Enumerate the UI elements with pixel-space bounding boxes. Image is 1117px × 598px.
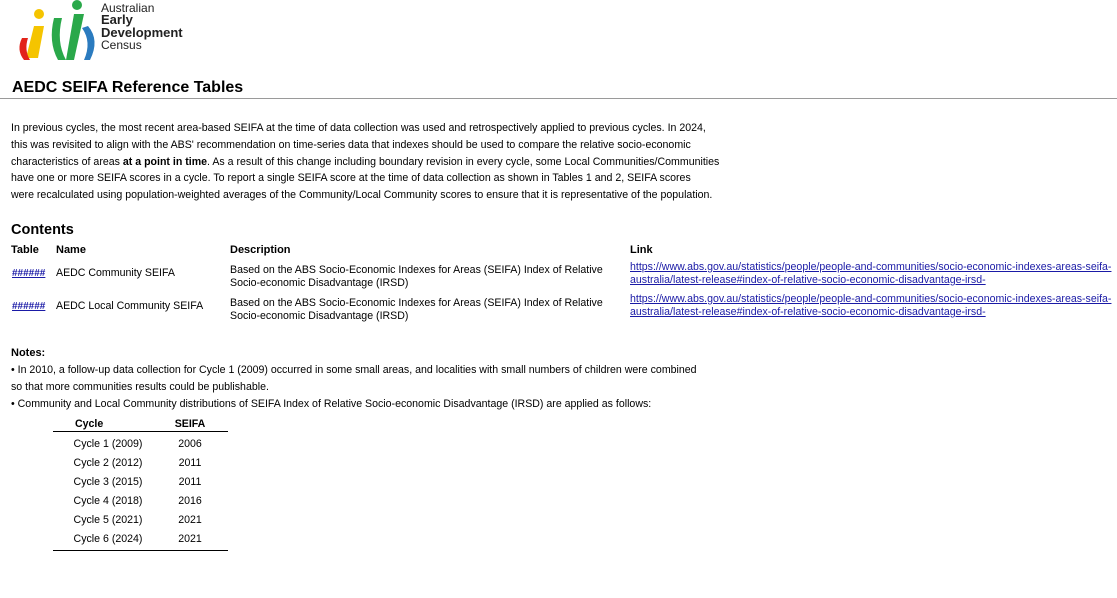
seifa-cell: 2006	[178, 438, 202, 450]
abs-url-line[interactable]: https://www.abs.gov.au/statistics/people/people-and-communities/socio-economic-indexes-areas-seifa-	[630, 293, 1112, 305]
description-line: Based on the ABS Socio-Economic Indexes for Areas (SEIFA) Index of Relative	[230, 297, 603, 309]
cycle-seifa-table	[53, 418, 228, 551]
intro-line: this was revisited to align with the ABS' recommendation on time-series data that indexes should be used to compare the relative socio-economic	[11, 138, 691, 151]
intro-emphasis: at a point in time	[122, 155, 208, 168]
seifa-cell: 2016	[178, 495, 202, 507]
notes-heading: Notes:	[11, 347, 46, 359]
note-line: so that more communities results could be publishable.	[11, 381, 269, 393]
intro-text: characteristics of areas	[11, 155, 123, 168]
table-link-community[interactable]: ######	[12, 268, 46, 279]
table-row	[53, 455, 228, 474]
abs-url-line[interactable]: australia/latest-release#index-of-relative-socio-economic-disadvantage-irsd-	[630, 274, 986, 286]
row-link-local-community[interactable]	[630, 293, 1111, 319]
table-row	[53, 436, 228, 455]
row-description-local-community	[230, 297, 603, 323]
contents-header-description: Description	[230, 244, 291, 256]
row-name-community: AEDC Community SEIFA	[56, 267, 175, 279]
cycle-cell: Cycle 2 (2012)	[73, 457, 143, 469]
logo-line-census: Census	[101, 38, 142, 52]
table-row	[53, 512, 228, 531]
row-link-community[interactable]	[630, 261, 1111, 287]
header-seifa: SEIFA	[174, 418, 206, 430]
description-line: Socio-economic Disadvantage (IRSD)	[230, 277, 409, 289]
cycle-cell: Cycle 6 (2024)	[73, 533, 143, 545]
notes-body	[11, 362, 697, 413]
contents-header-table: Table	[11, 244, 39, 256]
seifa-cell: 2021	[178, 514, 202, 526]
row-name-local-community: AEDC Local Community SEIFA	[56, 300, 204, 312]
abs-url-line[interactable]: https://www.abs.gov.au/statistics/people/people-and-communities/socio-economic-indexes-areas-seifa-	[630, 261, 1112, 273]
row-description-community	[230, 264, 603, 290]
cycle-table-header	[53, 418, 228, 432]
table-row	[53, 493, 228, 512]
cycle-cell: Cycle 1 (2009)	[73, 438, 143, 450]
intro-text: . As a result of this change including boundary revision in every cycle, some Local Communities/Communities	[207, 155, 720, 168]
description-line: Socio-economic Disadvantage (IRSD)	[230, 310, 409, 322]
header-cycle: Cycle	[75, 418, 104, 430]
contents-heading: Contents	[11, 222, 74, 238]
intro-line: have one or more SEIFA scores in a cycle. To report a single SEIFA score at the time of data collection as shown in Tables 1 and 2, SEIFA scores	[11, 172, 691, 185]
logo-wordmark	[101, 2, 183, 51]
abs-url-line[interactable]: australia/latest-release#index-of-relative-socio-economic-disadvantage-irsd-	[630, 306, 986, 318]
title-divider	[0, 98, 1117, 99]
intro-line: were recalculated using population-weighted averages of the Community/Local Community scores to ensure that it is representative of the population.	[11, 189, 713, 202]
intro-line	[11, 154, 771, 171]
cycle-cell: Cycle 3 (2015)	[73, 476, 143, 488]
page-title: AEDC SEIFA Reference Tables	[12, 79, 244, 96]
description-line: Based on the ABS Socio-Economic Indexes for Areas (SEIFA) Index of Relative	[230, 264, 603, 276]
intro-paragraph	[11, 120, 771, 204]
table-row	[53, 474, 228, 493]
cycle-cell: Cycle 4 (2018)	[73, 495, 143, 507]
logo-line-development: Development	[101, 24, 183, 40]
aedc-logo-mark-icon	[14, 0, 104, 64]
contents-header-link: Link	[630, 244, 653, 256]
seifa-cell: 2021	[178, 533, 202, 545]
logo-line-early: Early	[101, 12, 133, 27]
intro-line: In previous cycles, the most recent area-based SEIFA at the time of data collection was used and retrospectively applied to previous cycles. In 2024,	[11, 122, 706, 134]
seifa-cell: 2011	[178, 476, 202, 488]
cycle-cell: Cycle 5 (2021)	[73, 514, 143, 526]
note-line: • Community and Local Community distributions of SEIFA Index of Relative Socio-economic Disadvantage (IRSD) are applied as follows:	[11, 398, 652, 410]
table-link-local-community[interactable]: ######	[12, 301, 46, 312]
logo-line-australian: Australian	[101, 1, 155, 15]
seifa-cell: 2011	[178, 457, 202, 469]
contents-header-name: Name	[56, 244, 86, 256]
table-row	[53, 531, 228, 551]
note-line: • In 2010, a follow-up data collection for Cycle 1 (2009) occurred in some small areas, and localities with small numbers of children were combined	[11, 364, 697, 376]
